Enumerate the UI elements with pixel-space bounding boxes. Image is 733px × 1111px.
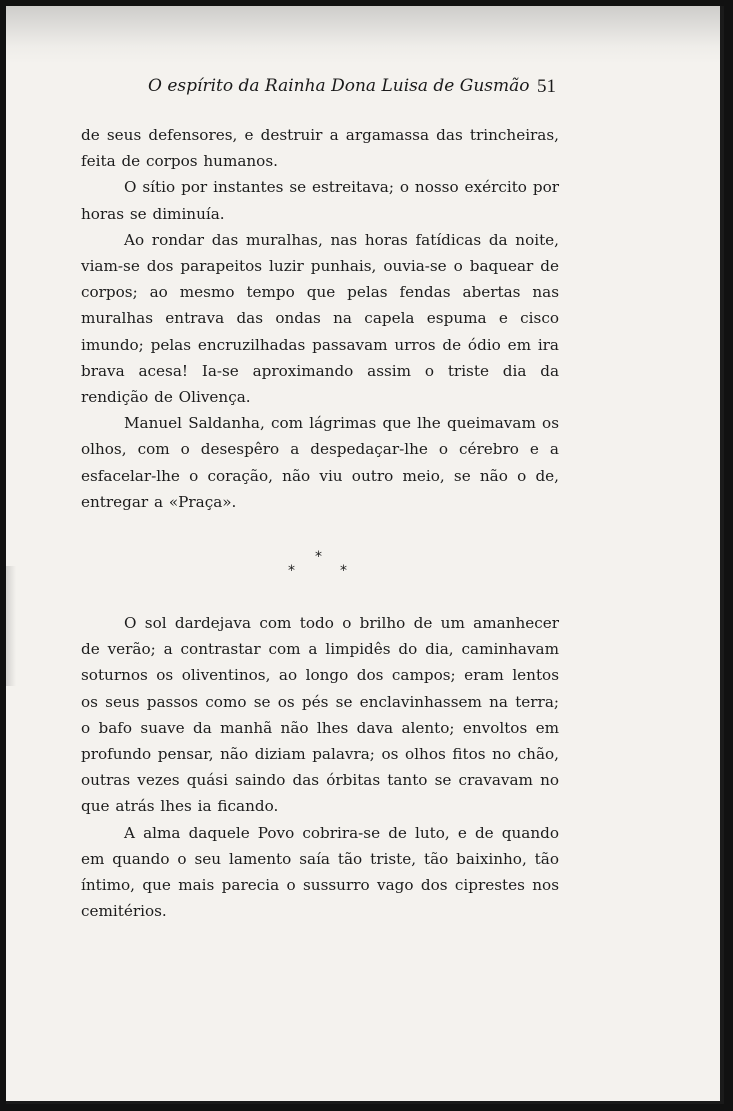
- paragraph: A alma daquele Povo cobrira-se de luto, e de quando em quando o seu lamento saía tão triste, tão baixinho, tão íntimo, que mais parecia o sussurro vago dos ciprestes nos cemitérios.: [81, 823, 559, 921]
- text-block-2: [81, 610, 559, 924]
- paragraph: O sítio por instantes se estreitava; o nosso exército por horas se diminuía.: [81, 178, 559, 223]
- asterisk: *: [288, 563, 295, 579]
- paragraph: Ao rondar das muralhas, nas horas fatídicas da noite, viam-se dos parapeitos luzir punhais, ouvia-se o baquear de corpos; ao mesmo tempo que pelas fendas abertas nas muralhas entrava das ondas na capela espuma e cisco imundo; pelas encruzilhadas passavam urros de ódio em ira brava acesa! Ia-se aproximando assim o triste dia da rendição de Olivença.: [81, 230, 559, 407]
- running-title: O espírito da Rainha Dona Luisa de Gusmão: [148, 76, 530, 96]
- page-number: 51: [537, 76, 556, 97]
- binding-shadow: [6, 566, 16, 686]
- asterisk: *: [315, 549, 322, 565]
- section-separator-asterism: [276, 549, 366, 589]
- paragraph: Manuel Saldanha, com lágrimas que lhe queimavam os olhos, com o desespêro a despedaçar-lhe o cérebro e a esfacelar-lhe o coração, não viu outro meio, se não o de, entregar a «Praça».: [81, 414, 559, 511]
- paragraph: O sol dardejava com todo o brilho de um amanhecer de verão; a contrastar com a limpidês do dia, caminhavam soturnos os oliventinos, ao longo dos campos; eram lentos os seus passos como se os pés se enclavinhassem na terra; o bafo suave da manhã não lhes dava alento; envoltos em profundo pensar, não diziam palavra; os olhos fitos no chão, outras vezes quási saindo das órbitas tanto se cravavam no que atrás lhes ia ficando.: [81, 614, 559, 816]
- paragraph: de seus defensores, e destruir a argamassa das trincheiras, feita de corpos humanos.: [81, 126, 559, 171]
- book-page: [6, 6, 724, 1104]
- asterisk: *: [340, 563, 347, 579]
- scan-shadow: [6, 6, 720, 64]
- text-block-1: [81, 122, 559, 515]
